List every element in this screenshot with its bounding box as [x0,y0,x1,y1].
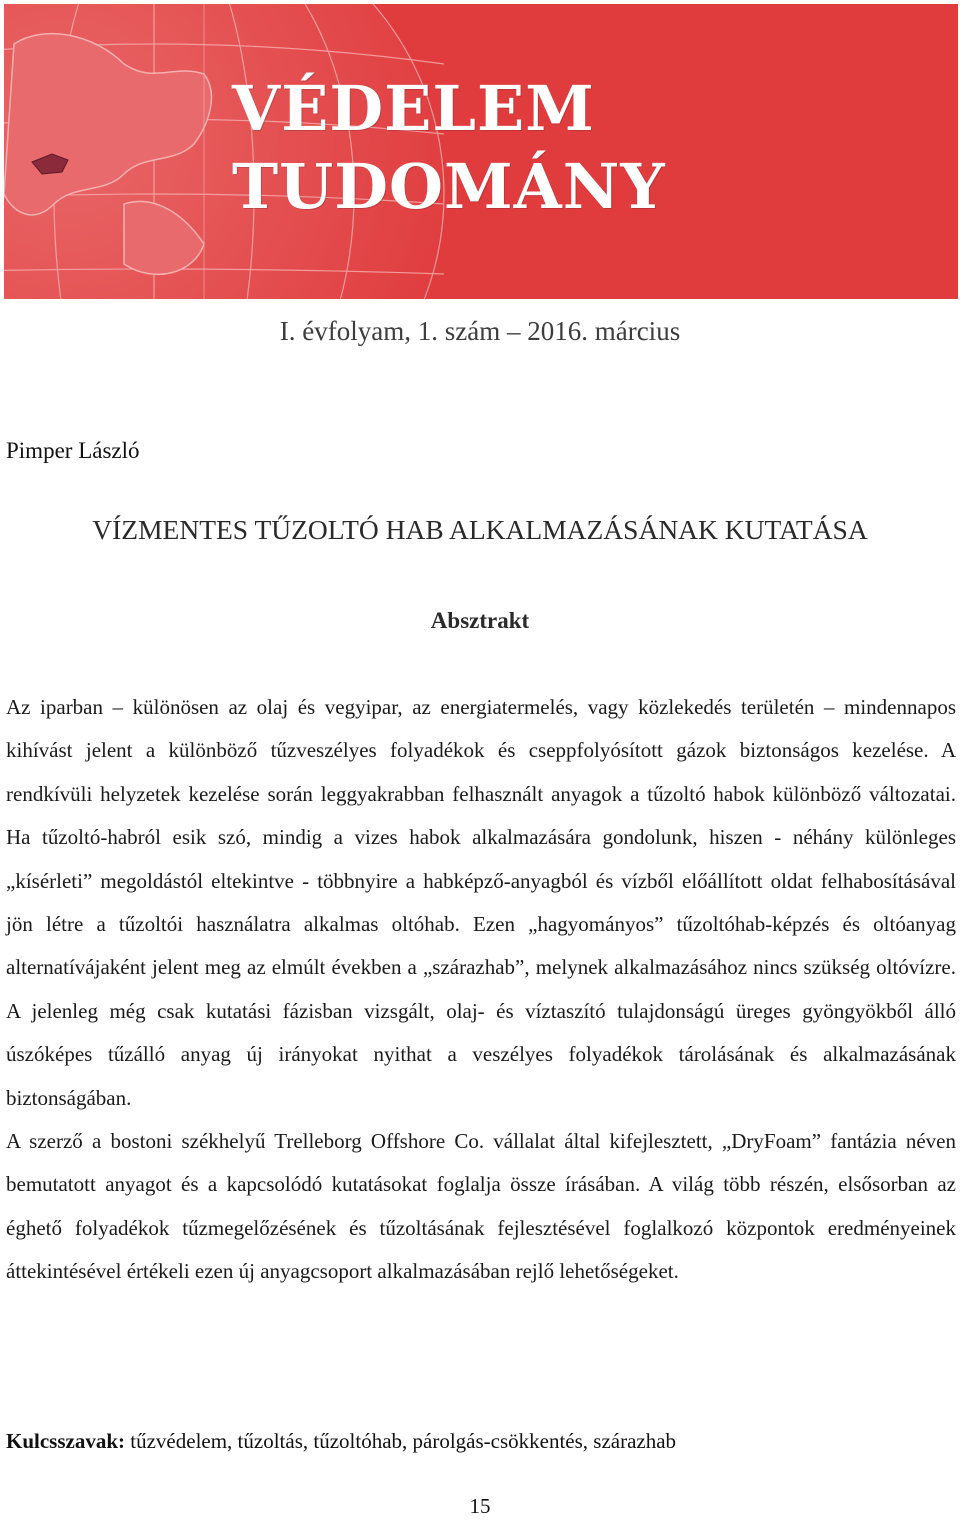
issue-info: I. évfolyam, 1. szám – 2016. március [279,316,681,346]
keywords-label: Kulcsszavak: [6,1429,126,1453]
keywords-list: tűzvédelem, tűzoltás, tűzoltóhab, párolgás-csökkentés, szárazhab [125,1429,677,1453]
abstract-heading: Absztrakt [430,608,530,633]
page-number: 15 [469,1494,491,1518]
abstract-paragraph-2: A szerző a bostoni székhelyű Trelleborg Offshore Co. vállalat által kifejlesztett, „DryFoam” fantázia néven bemutatott anyagot és a kapcsolódó kutatásokat foglalja össze írásában. A világ több részén, elsősorban az éghető folyadékok tűzmegelőzésének és tűzoltásának fejlesztésével foglalkozó központok eredményeinek áttekintésével értékeli ezen új anyagcsoport alkalmazásában rejlő lehetőségeket. [6,1129,956,1284]
author-name: Pimper László [6,438,140,463]
journal-logo-text [232,70,666,226]
journal-banner [4,4,958,299]
article-title: VÍZMENTES TŰZOLTÓ HAB ALKALMAZÁSÁNAK KUTATÁSA [92,514,868,545]
logo-line-2: TUDOMÁNY [232,150,666,223]
abstract-paragraph-1: Az iparban – különösen az olaj és vegyipar, az energiatermelés, vagy közlekedés területén – mindennapos kihívást jelent a különböző tűzveszélyes folyadékok és cseppfolyósított gázok biztonságos kezelése. A rendkívüli helyzetek kezelése során leggyakrabban felhasznált anyagok a tűzoltó habok különböző változatai. Ha tűzoltó-habról esik szó, mindig a vizes habok alkalmazására gondolunk, hiszen - néhány különleges „kísérleti” megoldástól eltekintve - többnyire a habképző-anyagból és vízből előállított oldat felhabosításával jön létre a tűzoltói használatra alkalmas oltóhab. Ezen „hagyományos” tűzoltóhab-képzés és oltóanyag alternatívájaként jelent meg az elmúlt években a „szárazhab”, melynek alkalmazásához nincs szükség oltóvízre. A jelenleg még csak kutatási fázisban vizsgált, olaj- és víztaszító tulajdonságú üreges gyöngyökből álló úszóképes tűzálló anyag új irányokat nyithat a veszélyes folyadékok tárolásának és alkalmazásának biztonságában. [6,695,956,1110]
logo-line-1: VÉDELEM [232,72,595,145]
keywords [6,1429,676,1454]
abstract-body [6,686,956,1294]
